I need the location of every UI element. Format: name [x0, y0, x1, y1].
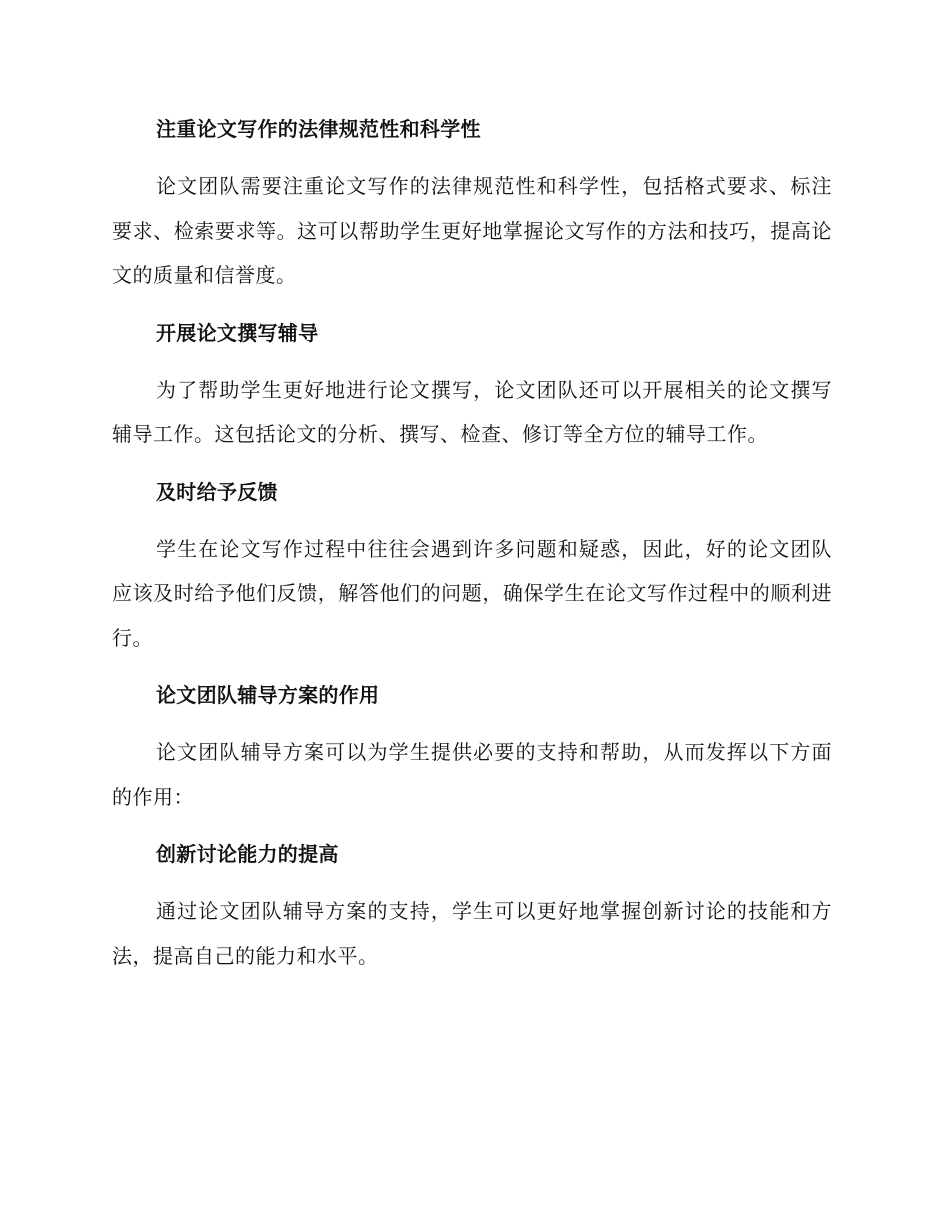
section-paragraph: 论文团队辅导方案可以为学生提供必要的支持和帮助，从而发挥以下方面的作用： — [112, 740, 832, 809]
section-paragraph: 通过论文团队辅导方案的支持，学生可以更好地掌握创新讨论的技能和方法，提高自己的能力和水平。 — [112, 899, 832, 968]
section-heading: 及时给予反馈 — [156, 479, 278, 504]
section-heading: 开展论文撰写辅导 — [156, 320, 319, 345]
section-paragraph: 论文团队需要注重论文写作的法律规范性和科学性，包括格式要求、标注要求、检索要求等。这可以帮助学生更好地掌握论文写作的方法和技巧，提高论文的质量和信誉度。 — [112, 174, 832, 287]
section-paragraph: 为了帮助学生更好地进行论文撰写，论文团队还可以开展相关的论文撰写辅导工作。这包括论文的分析、撰写、检查、修订等全方位的辅导工作。 — [112, 377, 832, 446]
section-paragraph: 学生在论文写作过程中往往会遇到许多问题和疑惑，因此，好的论文团队应该及时给予他们反馈，解答他们的问题，确保学生在论文写作过程中的顺利进行。 — [112, 536, 832, 650]
section-heading: 论文团队辅导方案的作用 — [156, 683, 380, 707]
document-body — [112, 106, 832, 978]
section-heading: 注重论文写作的法律规范性和科学性 — [156, 117, 481, 141]
section-heading: 创新讨论能力的提高 — [156, 842, 339, 866]
